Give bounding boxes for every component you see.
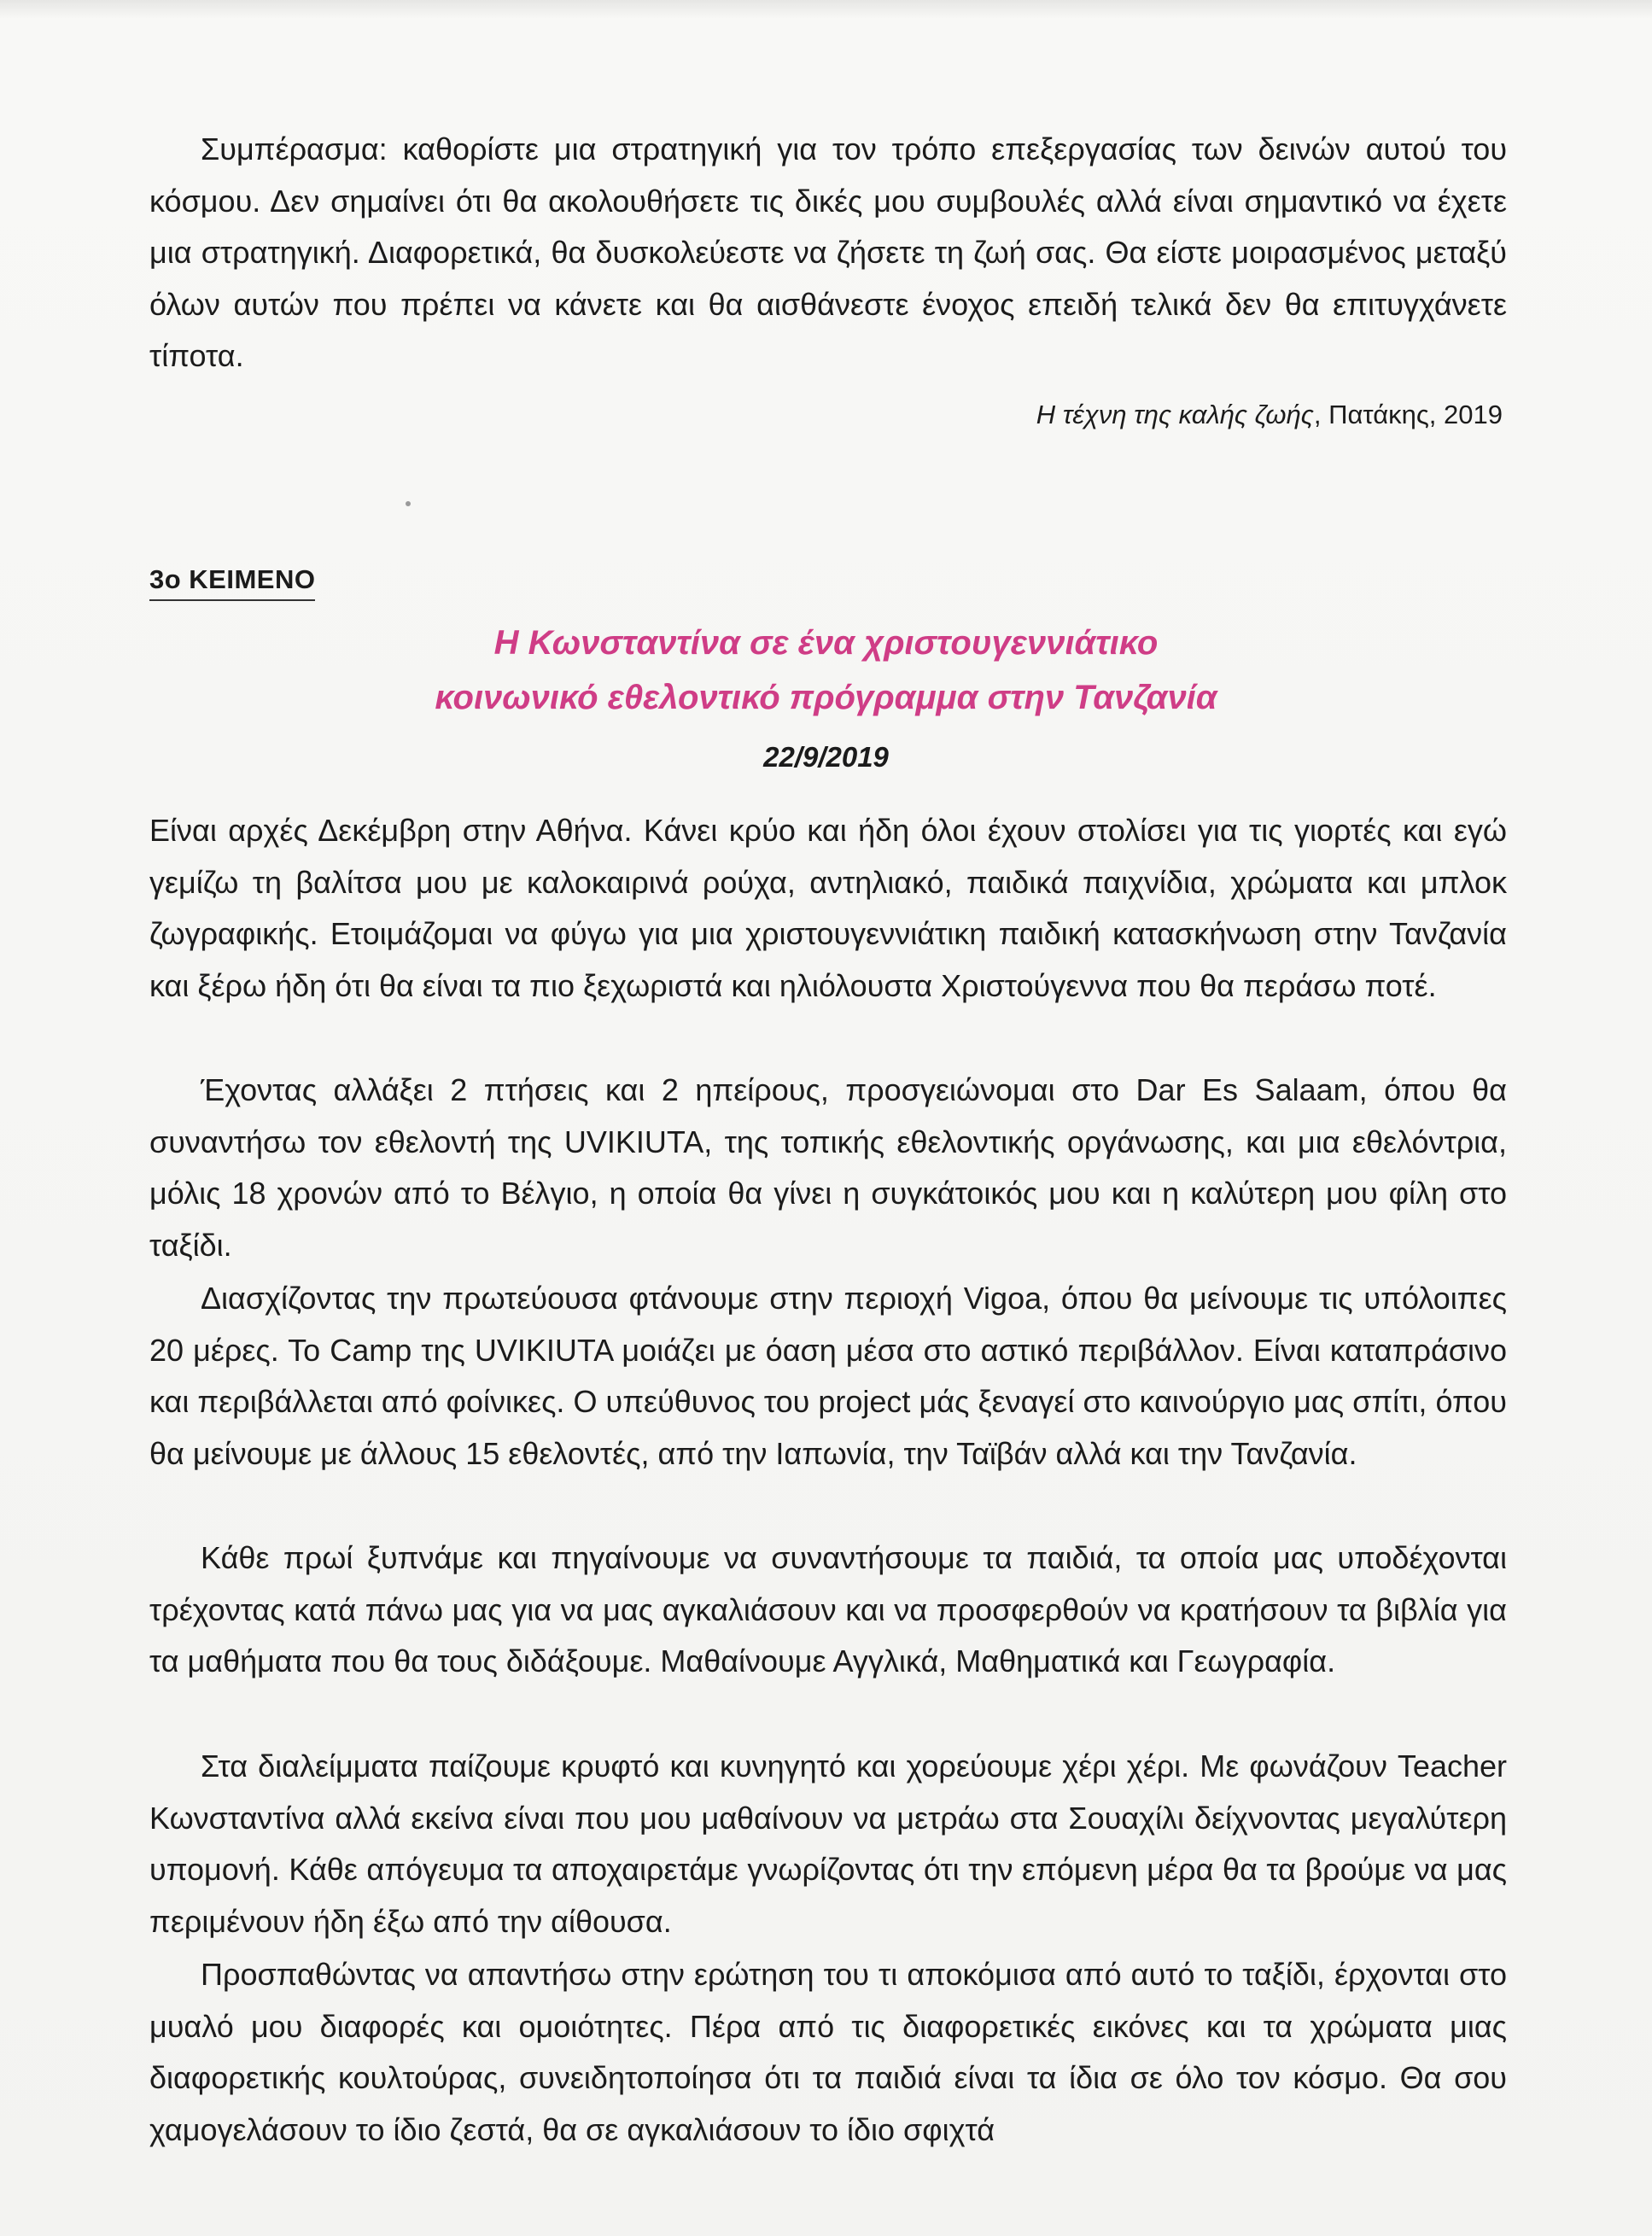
section-label: 3ο ΚΕΙΜΕΝΟ xyxy=(149,564,315,601)
article-title-line-1: Η Κωνσταντίνα σε ένα χριστουγεννιάτικο xyxy=(493,624,1159,662)
article-date: 22/9/2019 xyxy=(763,741,889,773)
citation-title: Η τέχνη της καλής ζωής xyxy=(1036,400,1314,429)
body-paragraph-6: Προσπαθώντας να απαντήσω στην ερώτηση του τι αποκόμισα από αυτό το ταξίδι, έρχονται στο μυαλό μου διαφορές και ομοιότητες. Πέρα από τις διαφορετικές εικόνες και τα χρώματα μιας διαφορετικής κουλτούρας, συνειδητοποίησα ότι τα παιδιά είναι τα ίδια σε όλο τον κόσμο. Θα σου χαμογελάσουν το ίδιο ζεστά, θα σε αγκαλιάσουν το ίδιο σφιχτά xyxy=(149,1957,1507,2147)
body-paragraph-4: Κάθε πρωί ξυπνάμε και πηγαίνουμε να συναντήσουμε τα παιδιά, τα οποία μας υποδέχονται τρέχοντας κατά πάνω μας για να μας αγκαλιάσουν και να προσφερθούν να κρατήσουν τα βιβλία για τα μαθήματα που θα τους διδάξουμε. Μαθαίνουμε Αγγλικά, Μαθηματικά και Γεωγραφία. xyxy=(149,1540,1507,1679)
article-title-line-2: κοινωνικό εθελοντικό πρόγραμμα στην Τανζανία xyxy=(435,679,1217,716)
book-citation xyxy=(1036,398,1503,432)
body-paragraph-5: Στα διαλείμματα παίζουμε κρυφτό και κυνηγητό και χορεύουμε χέρι χέρι. Με φωνάζουν Teacher Κωνσταντίνα αλλά εκείνα είναι που μου μαθαίνουν να μετράω στα Σουαχίλι δείχνοντας μεγαλύτερη υπομονή. Κάθε απόγευμα τα αποχαιρετάμε γνωρίζοντας ότι την επόμενη μέρα θα τα βρούμε να μας περιμένουν ήδη έξω από την αίθουσα. xyxy=(149,1749,1507,1939)
body-paragraph-3: Διασχίζοντας την πρωτεύουσα φτάνουμε στην περιοχή Vigoa, όπου θα μείνουμε τις υπόλοιπες 20 μέρες. Το Camp της UVIKIUTA μοιάζει με όαση μέσα στο αστικό περιβάλλον. Είναι καταπράσινο και περιβάλλεται από φοίνικες. Ο υπεύθυνος του project μάς ξεναγεί στο καινούργιο μας σπίτι, όπου θα μείνουμε με άλλους 15 εθελοντές, από την Ιαπωνία, την Ταϊβάν αλλά και την Τανζανία. xyxy=(149,1281,1507,1471)
conclusion-paragraph: Συμπέρασμα: καθορίστε μια στρατηγική για τον τρόπο επεξεργασίας των δεινών αυτού του κόσμου. Δεν σημαίνει ότι θα ακολουθήσετε τις δικές μου συμβουλές αλλά είναι σημαντικό να έχετε μια στρατηγική. Διαφορετικά, θα δυσκολεύεστε να ζήσετε τη ζωή σας. Θα είστε μοιρασμένος μεταξύ όλων αυτών που πρέπει να κάνετε και θα αισθάνεστε ένοχος επειδή τελικά δεν θα επιτυγχάνετε τίποτα. xyxy=(149,131,1507,374)
body-paragraph-2: Έχοντας αλλάξει 2 πτήσεις και 2 ηπείρους, προσγειώνομαι στο Dar Es Salaam, όπου θα συναντήσω τον εθελοντή της UVIKIUTA, της τοπικής εθελοντικής οργάνωσης, και μια εθελόντρια, μόλις 18 χρονών από το Βέλγιο, η οποία θα γίνει η συγκάτοικός μου και η καλύτερη μου φίλη στο ταξίδι. xyxy=(149,1072,1507,1263)
page-top-edge xyxy=(0,0,1652,19)
citation-publisher: , Πατάκης, 2019 xyxy=(1313,400,1503,429)
body-paragraph-1: Είναι αρχές Δεκέμβρη στην Αθήνα. Κάνει κρύο και ήδη όλοι έχουν στολίσει για τις γιορτές και εγώ γεμίζω τη βαλίτσα μου με καλοκαιρινά ρούχα, αντηλιακό, παιδικά παιχνίδια, χρώματα και μπλοκ ζωγραφικής. Ετοιμάζομαι να φύγω για μια χριστουγεννιάτικη παιδική κατασκήνωση στην Τανζανία και ξέρω ήδη ότι θα είναι τα πιο ξεχωριστά και ηλιόλουστα Χριστούγεννα που θα περάσω ποτέ. xyxy=(149,813,1507,1003)
scan-speck xyxy=(406,501,411,506)
